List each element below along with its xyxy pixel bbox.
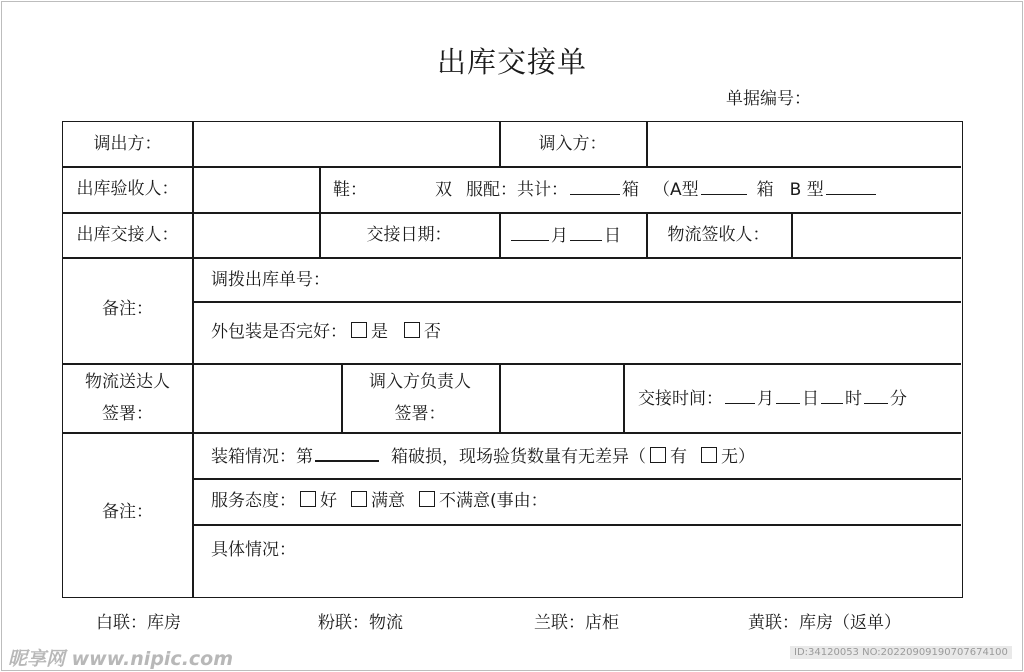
column-divider (192, 122, 194, 597)
has-difference-checkbox[interactable] (650, 447, 666, 463)
time-minute-blank[interactable] (864, 388, 888, 404)
packing-suffix: 箱破损，现场验货数量有无差异（ (391, 447, 646, 467)
pairs-label: 双 (435, 180, 452, 200)
satisfied-label: 满意 (371, 491, 405, 511)
good-label: 好 (320, 491, 337, 511)
white-copy-label: 白联：库房 (96, 613, 181, 633)
details-label: 具体情况： (211, 540, 296, 560)
form-title: 出库交接单 (436, 45, 587, 79)
remarks-label-2: 备注： (102, 502, 153, 522)
delivery-sign-label: 签署： (102, 404, 153, 424)
receiver-lead-sign-label: 签署： (394, 404, 446, 424)
time-hour-label: 时 (845, 389, 862, 409)
box-label-2: 箱 (756, 180, 774, 200)
row-divider (192, 524, 961, 526)
box-label: 箱 (622, 180, 639, 200)
yes-label: 是 (371, 322, 388, 342)
column-divider (499, 212, 501, 257)
time-month-label: 月 (757, 389, 774, 409)
handover-form-table (62, 121, 963, 598)
package-intact-line (211, 322, 441, 342)
receiver-label: 调入方： (538, 134, 607, 154)
handover-date-field[interactable] (509, 225, 621, 246)
row-divider (192, 478, 961, 480)
month-blank[interactable] (511, 225, 549, 241)
a-type-label: （A型 (653, 180, 699, 200)
packing-prefix: 装箱情况：第 (211, 447, 313, 467)
row-divider (63, 166, 961, 168)
handover-date-label: 交接日期： (366, 225, 452, 245)
time-day-label: 日 (802, 389, 819, 409)
doc-number-label: 单据编号： (726, 89, 811, 109)
sender-label: 调出方： (93, 134, 162, 154)
blue-copy-label: 兰联：店柜 (534, 613, 619, 633)
pink-copy-label: 粉联：物流 (318, 613, 403, 633)
row-divider (63, 432, 961, 434)
column-divider (623, 363, 625, 432)
row-divider (63, 363, 961, 365)
transfer-order-number-label: 调拨出库单号： (211, 270, 330, 290)
handover-time-label: 交接时间： (638, 389, 723, 409)
column-divider (499, 363, 501, 432)
logistics-signer-label: 物流签收人： (667, 225, 770, 245)
row-divider (63, 257, 961, 259)
has-label: 有 (670, 447, 687, 467)
column-divider (791, 212, 793, 257)
no-difference-checkbox[interactable] (701, 447, 717, 463)
b-type-boxes-blank[interactable] (826, 179, 876, 195)
day-label: 日 (604, 226, 621, 246)
service-attitude-line (211, 491, 548, 511)
time-minute-label: 分 (890, 389, 907, 409)
time-day-blank[interactable] (776, 388, 800, 404)
no-label: 否 (424, 322, 441, 342)
month-label: 月 (551, 226, 568, 246)
shoes-label: 鞋： (333, 180, 367, 200)
satisfied-checkbox[interactable] (351, 491, 367, 507)
package-intact-label: 外包装是否完好： (211, 322, 347, 342)
damaged-box-blank[interactable] (315, 445, 379, 462)
packing-status-line (211, 445, 755, 467)
total-boxes-blank[interactable] (570, 179, 620, 195)
id-watermark: ID:34120053 NO:20220909190707674100 (790, 646, 1012, 659)
day-blank[interactable] (570, 225, 602, 241)
outbound-handover-label: 出库交接人： (76, 225, 179, 245)
no-checkbox[interactable] (404, 322, 420, 338)
time-month-blank[interactable] (725, 388, 755, 404)
b-type-label: B 型 (789, 180, 824, 200)
delivery-person-label: 物流送达人 (85, 372, 170, 392)
apparel-total-label: 服配：共计： (466, 180, 568, 200)
outbound-checker-label: 出库验收人： (76, 179, 179, 199)
a-type-boxes-blank[interactable] (701, 179, 747, 195)
yes-checkbox[interactable] (351, 322, 367, 338)
column-divider (646, 122, 648, 166)
row-divider (192, 301, 961, 303)
handover-time-line (638, 388, 907, 409)
service-attitude-label: 服务态度： (211, 491, 296, 511)
receiver-lead-label: 调入方负责人 (369, 372, 471, 392)
yellow-copy-label: 黄联：库房（返单） (748, 613, 901, 633)
good-checkbox[interactable] (300, 491, 316, 507)
shoes-quantity-line (333, 179, 878, 200)
site-watermark: 昵享网 www.nipic.com (8, 648, 234, 670)
time-hour-blank[interactable] (821, 388, 843, 404)
remarks-label: 备注： (102, 299, 153, 319)
unsatisfied-checkbox[interactable] (419, 491, 435, 507)
row-divider (63, 212, 961, 214)
unsatisfied-label: 不满意(事由： (439, 491, 548, 511)
none-label: 无） (721, 447, 755, 467)
